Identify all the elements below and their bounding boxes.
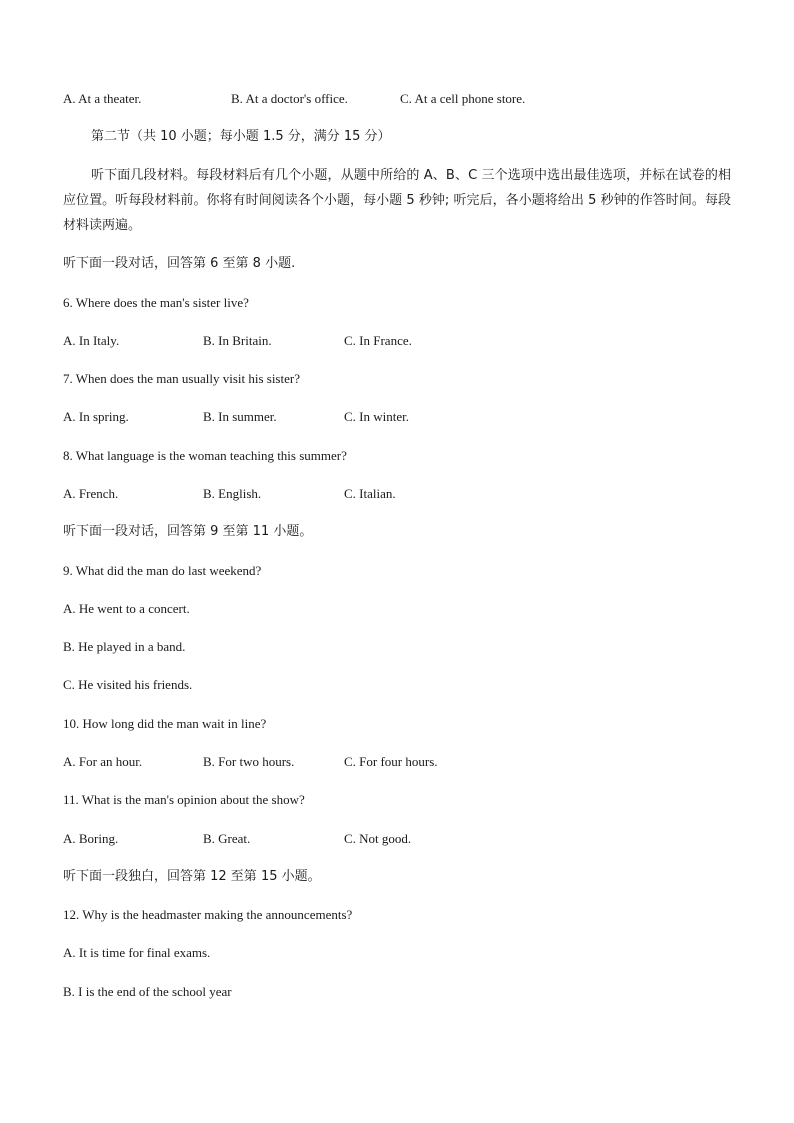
q7-option-a: A. In spring. bbox=[63, 409, 129, 424]
q6-question: 6. Where does the man's sister live? bbox=[63, 295, 249, 310]
q10-question: 10. How long did the man wait in line? bbox=[63, 716, 267, 731]
q8-option-a: A. French. bbox=[63, 486, 119, 501]
group-3-header: 听下面一段独白，回答第 12 至第 15 小题。 bbox=[63, 869, 321, 884]
q5-option-a: A. At a theater. bbox=[63, 91, 142, 106]
q7-question: 7. When does the man usually visit his sister? bbox=[63, 371, 300, 386]
section-title: 第二节（共 10 小题；每小题 1.5 分，满分 15 分） bbox=[91, 129, 391, 144]
q5-option-c: C. At a cell phone store. bbox=[400, 91, 526, 106]
q6-option-b: B. In Britain. bbox=[203, 333, 272, 348]
q9-option-a: A. He went to a concert. bbox=[63, 601, 190, 616]
q10-option-c: C. For four hours. bbox=[344, 754, 438, 769]
q10-option-a: A. For an hour. bbox=[63, 754, 143, 769]
q9-question: 9. What did the man do last weekend? bbox=[63, 563, 262, 578]
q9-option-c: C. He visited his friends. bbox=[63, 677, 193, 692]
q12-option-a: A. It is time for final exams. bbox=[63, 945, 211, 960]
group-1-header: 听下面一段对话，回答第 6 至第 8 小题. bbox=[63, 256, 296, 271]
q10-option-b: B. For two hours. bbox=[203, 754, 295, 769]
q9-option-b: B. He played in a band. bbox=[63, 639, 186, 654]
group-2-header: 听下面一段对话，回答第 9 至第 11 小题。 bbox=[63, 524, 313, 539]
q6-option-a: A. In Italy. bbox=[63, 333, 120, 348]
q7-option-c: C. In winter. bbox=[344, 409, 409, 424]
q12-question: 12. Why is the headmaster making the announcements? bbox=[63, 907, 353, 922]
q11-question: 11. What is the man's opinion about the show? bbox=[63, 792, 305, 807]
q11-option-b: B. Great. bbox=[203, 831, 251, 846]
q11-option-c: C. Not good. bbox=[344, 831, 412, 846]
section-instructions: 听下面几段材料。每段材料后有几个小题，从题中所给的 A、B、C 三个选项中选出最佳选项，并标在试卷的相应位置。听每段材料前。你将有时间阅读各个小题，每小题 5 秒钟; 听完后，各小题将给出 5 秒钟的作答时间。每段材料读两遍。 bbox=[63, 168, 731, 233]
q11-option-a: A. Boring. bbox=[63, 831, 119, 846]
q6-option-c: C. In France. bbox=[344, 333, 412, 348]
q12-option-b: B. I is the end of the school year bbox=[63, 984, 232, 999]
q5-option-b: B. At a doctor's office. bbox=[231, 91, 348, 106]
q8-option-b: B. English. bbox=[203, 486, 262, 501]
q8-question: 8. What language is the woman teaching this summer? bbox=[63, 448, 347, 463]
q8-option-c: C. Italian. bbox=[344, 486, 396, 501]
q7-option-b: B. In summer. bbox=[203, 409, 277, 424]
